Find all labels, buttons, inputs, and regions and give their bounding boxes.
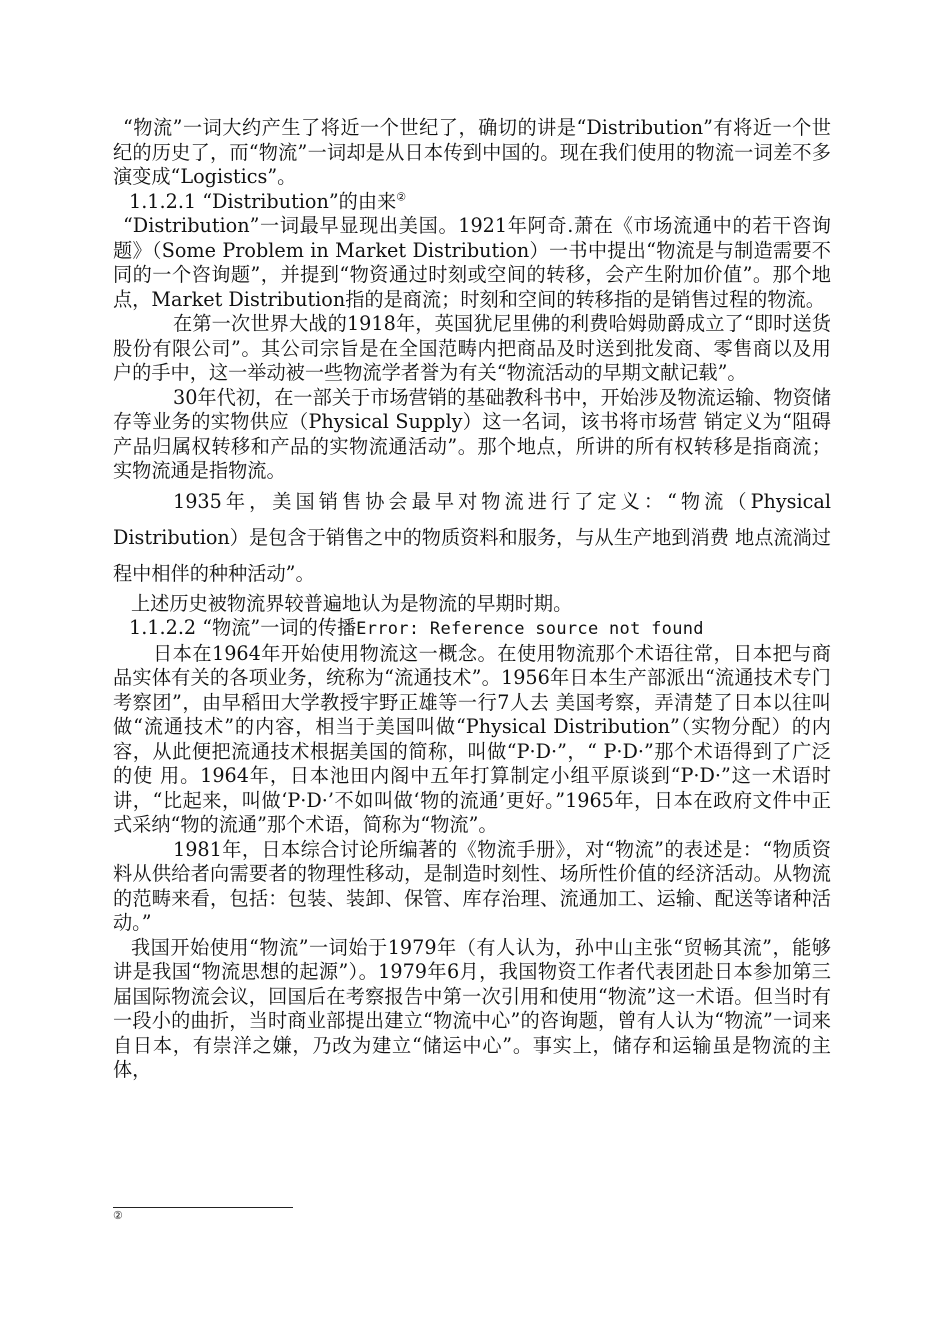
paragraph-japan-1964: 日本在1964年开始使用物流这一概念。在使用物流那个术语往常，日本把与商品实体有关的各项业务，统称为“流通技术”。1956年日本生产部派出“流通技术专门考察团”，由早稻田大学教授宇野正雄等一行7人去 美国考察，弄清楚了日本以往叫做“流通技术”的内容，相当于美国叫做“Physical Distribution”（实物分配）的内容，从此便把流通技术根据美国的简称，叫做“P·D·”，“ P·D·”那个术语得到了广泛的使 用。1964年，日本池田内阁中五年打算制定小组平原谈到“P·D·”这一术语时讲，“比起来，叫做‘P·D·’不如叫做‘物的流通’更好。”1965年，日本在政府文件中正式采纳“物的流通”那个术语，简称为“物流”。	[113, 641, 831, 836]
paragraph-early-period: 上述历史被物流界较普遍地认为是物流的早期时期。	[131, 591, 573, 615]
footnote-separator	[113, 1207, 293, 1208]
reference-error-field[interactable]: Error: Reference source not found	[356, 619, 704, 639]
footnote-reference[interactable]: ②	[396, 190, 407, 204]
footnote-mark: ②	[113, 1209, 123, 1222]
paragraph-china-1979: 我国开始使用“物流”一词始于1979年（有人认为，孙中山主张“贸畅其流”，能够讲是我国“物流思想的起源”）。1979年6月，我国物资工作者代表团赴日本参加第三届国际物流会议，回国后在考察报告中第一次引用和使用“物流”这一术语。但当时有一段小的曲折，当时商业部提出建立“物流中心”的咨询题，曾有人认为“物流”一词来自日本，有崇洋之嫌，乃改为建立“储运中心”。事实上，储存和运输虽是物流的主体，	[113, 935, 831, 1081]
paragraph-distribution-origin: “Distribution”一词最早显现出美国。1921年阿奇.萧在《市场流通中的若干咨询题》（Some Problem in Market Distribution）一书中提出“物流是与制造需要不同的一个咨询题”，并提到“物资通过时刻或空间的转移，会产生附加价值”。那个地点，Market Distribution指的是商流；时刻和空间的转移指的是销售过程的物流。	[113, 214, 831, 311]
document-page	[113, 116, 831, 1083]
paragraph-1918: 在第一次世界大战的1918年，英国犹尼里佛的利费哈姆勋爵成立了“即时送货股份有限公司”。其公司宗旨是在全国范畴内把商品及时送到批发商、零售商以及用户的手中，这一举动被一些物流学者誉为有关“物流活动的早期文献记载”。	[113, 312, 831, 384]
paragraph-1930s: 30年代初，在一部关于市场营销的基础教科书中，开始涉及物流运输、物资储存等业务的实物供应（Physical Supply）这一名词，该书将市场营 销定义为“阻碍产品归属权转移和产品的实物流通活动”。那个地点，所讲的所有权转移是指商流；实物流通是指物流。	[113, 385, 831, 482]
paragraph-intro: “物流”一词大约产生了将近一个世纪了，确切的讲是“Distribution”有将近一个世纪的历史了，而“物流”一词却是从日本传到中国的。现在我们使用的物流一词差不多演变成“Logistics”。	[113, 116, 831, 188]
section-heading-1-1-2-2	[113, 616, 831, 642]
heading-text: 1.1.2.2 “物流”一词的传播	[129, 616, 357, 639]
heading-text: 1.1.2.1 “Distribution”的由来	[129, 189, 397, 213]
paragraph-1981-handbook: 1981年，日本综合讨论所编著的《物流手册》，对“物流”的表述是：“物质资料从供给者向需要者的物理性移动，是制造时刻性、场所性价值的经济活动。从物流的范畴来看，包括：包装、装卸、保管、库存治理、流通加工、运输、配送等诸种活动。”	[113, 837, 831, 934]
paragraph-1935: 1935年，美国销售协会最早对物流进行了定义：“物流（Physical Distribution）是包含于销售之中的物质资料和服务，与从生产地到消费 地点流淌过程中相伴的种种活动”。	[113, 489, 831, 585]
section-heading-1-1-2-1	[113, 190, 831, 215]
